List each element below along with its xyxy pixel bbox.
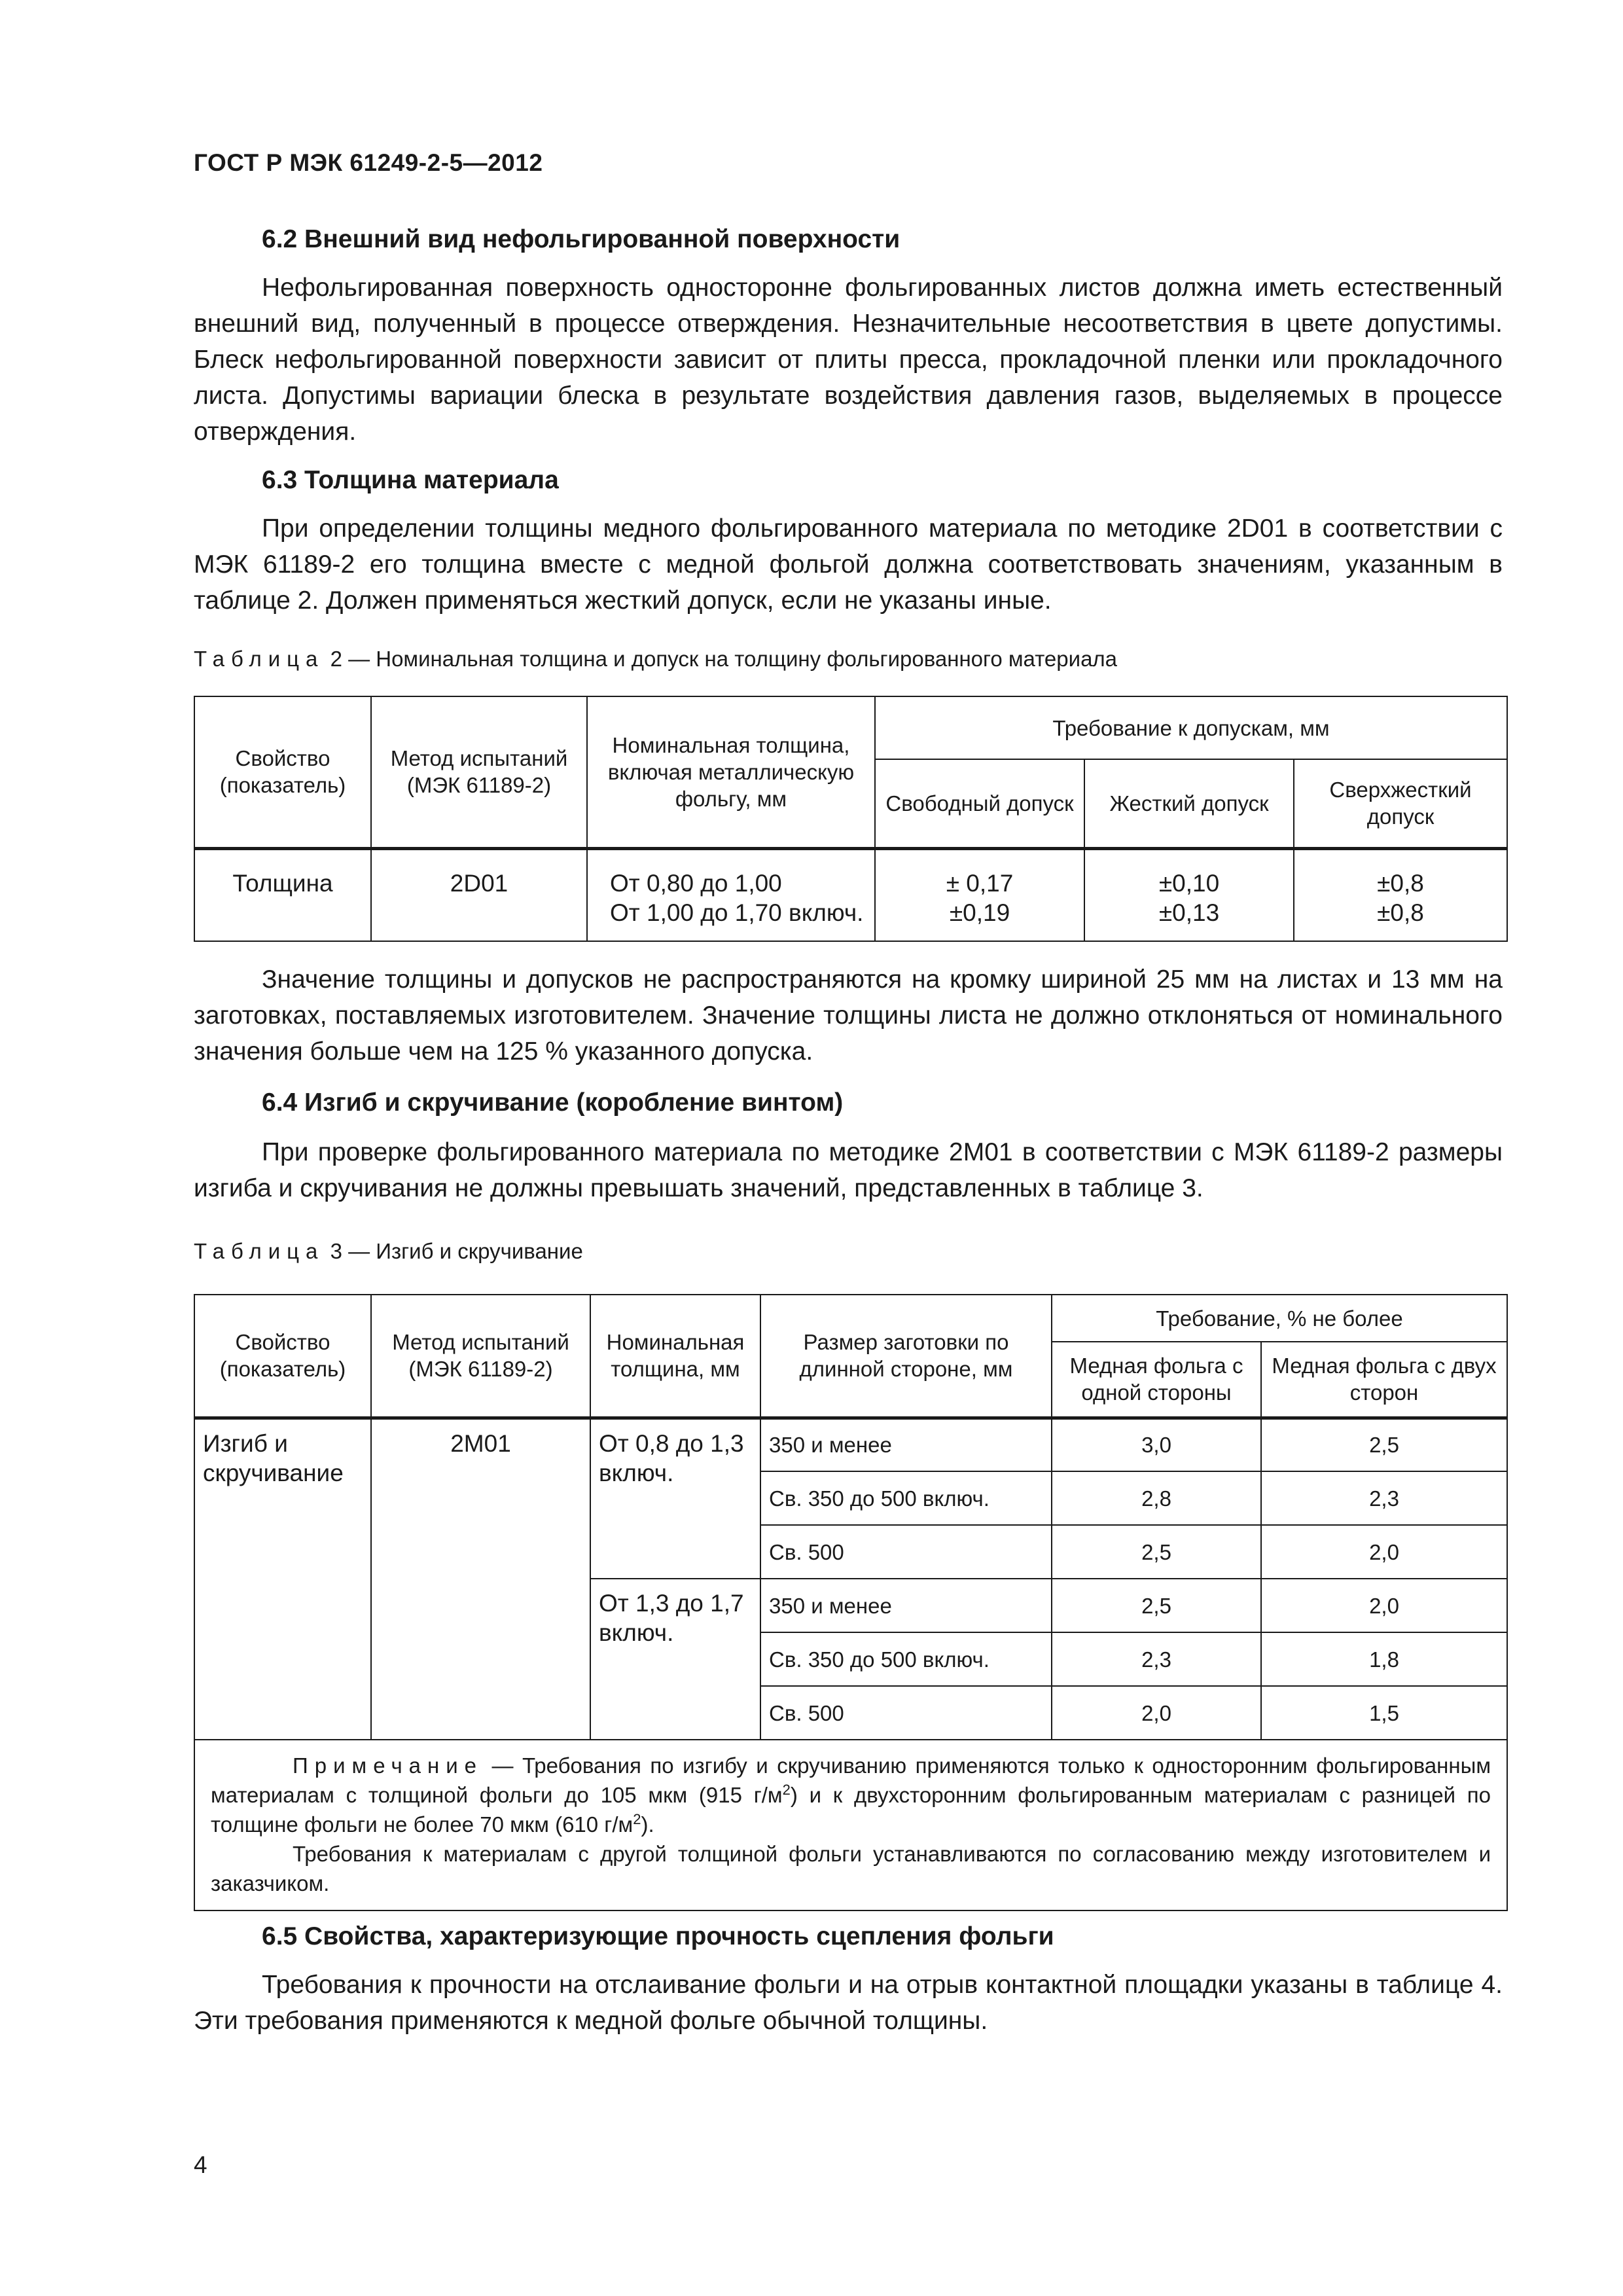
t3-cell-nominal-1: От 0,8 до 1,3 включ. (590, 1418, 760, 1579)
t3-cell-one-side: 3,0 (1052, 1418, 1261, 1471)
t2-cell-property: Толщина (194, 848, 371, 941)
t3-cell-size: Св. 350 до 500 включ. (760, 1632, 1052, 1686)
t3-header-nominal: Номинальная толщина, мм (590, 1295, 760, 1418)
table-2 (194, 696, 1508, 942)
t3-cell-two-sides: 2,0 (1261, 1579, 1507, 1632)
t3-cell-method: 2M01 (371, 1418, 590, 1740)
section-6-5-heading: 6.5 Свойства, характеризующие прочность сцепления фольги (262, 1922, 1054, 1950)
t2-header-property: Свойство (показатель) (194, 696, 371, 848)
page-number: 4 (194, 2151, 207, 2178)
t3-cell-two-sides: 1,5 (1261, 1686, 1507, 1740)
t3-cell-two-sides: 2,5 (1261, 1418, 1507, 1471)
section-6-3-after-table: Значение толщины и допусков не распространяются на кромку шириной 25 мм на листах и 13 мм на заготовках, поставляемых изготовителем. Значение толщины листа не должно отклоняться от номинального значения больше чем на 125 % указанного допуска. (194, 965, 1503, 1066)
t2-header-tolerance-group: Требование к допускам, мм (875, 696, 1507, 759)
section-6-4-heading: 6.4 Изгиб и скручивание (коробление винтом) (262, 1088, 844, 1117)
t2-cell-nominal: От 0,80 до 1,00 От 1,00 до 1,70 включ. (587, 848, 875, 941)
t2-cell-method: 2D01 (371, 848, 587, 941)
t3-cell-one-side: 2,8 (1052, 1471, 1261, 1525)
t2-header-nominal: Номинальная толщина, включая металлическую фольгу, мм (587, 696, 875, 848)
section-6-4-text: При проверке фольгированного материала по методике 2M01 в соответствии с МЭК 61189-2 размеры изгиба и скручивания не должны превышать значений, представленных в таблице 3. (194, 1138, 1503, 1202)
t3-cell-size: 350 и менее (760, 1418, 1052, 1471)
t3-header-two-sides: Медная фольга с двух сторон (1261, 1342, 1507, 1418)
t2-cell-superhard: ±0,8 ±0,8 (1294, 848, 1507, 941)
t2-header-superhard: Сверхжесткий допуск (1294, 759, 1507, 848)
t2-header-free: Свободный допуск (875, 759, 1084, 848)
t3-cell-one-side: 2,3 (1052, 1632, 1261, 1686)
t3-cell-nominal-2: От 1,3 до 1,7 включ. (590, 1579, 760, 1740)
t3-cell-two-sides: 2,0 (1261, 1525, 1507, 1579)
document-header: ГОСТ Р МЭК 61249-2-5—2012 (194, 149, 543, 176)
t3-cell-one-side: 2,0 (1052, 1686, 1261, 1740)
section-6-3-heading: 6.3 Толщина материала (262, 466, 559, 494)
t3-header-property: Свойство (показатель) (194, 1295, 371, 1418)
t3-cell-two-sides: 2,3 (1261, 1471, 1507, 1525)
t2-cell-free: ± 0,17 ±0,19 (875, 848, 1084, 941)
t3-header-method: Метод испытаний (МЭК 61189-2) (371, 1295, 590, 1418)
section-6-2-text: Нефольгированная поверхность односторонне фольгированных листов должна иметь естественный внешний вид, полученный в процессе отверждения. Незначительные несоответствия в цвете допустимы. Блеск нефольгированной поверхности зависит от плиты пресса, прокладочной пленки или прокладочного листа. Допустимы вариации блеска в результате воздействия давления газов, выделяемых в процессе отверждения. (194, 274, 1503, 446)
table-3 (194, 1294, 1508, 1911)
t3-cell-one-side: 2,5 (1052, 1579, 1261, 1632)
t3-note: Примечание — Требования по изгибу и скручиванию применяются только к односторонним фольгированным материалам с толщиной фольги до 105 мкм (915 $г/м^2$) и к двухсторонним фольгированным материалам с разницей по толщине фольги не более 70 мкм (610 $г/м^2$). Требования к материалам с другой толщиной фольги устанавливаются по согласованию между изготовителем и заказчиком. (194, 1740, 1507, 1910)
table-3-caption: Таблица 3 — Изгиб и скручивание (194, 1239, 583, 1263)
t3-cell-size: Св. 350 до 500 включ. (760, 1471, 1052, 1525)
t3-header-size: Размер заготовки по длинной стороне, мм (760, 1295, 1052, 1418)
t3-cell-two-sides: 1,8 (1261, 1632, 1507, 1686)
section-6-3-text: При определении толщины медного фольгированного материала по методике 2D01 в соответствии с МЭК 61189-2 его толщина вместе с медной фольгой должна соответствовать значениям, указанным в таблице 2. Должен применяться жесткий допуск, если не указаны иные. (194, 514, 1503, 615)
t2-cell-hard: ±0,10 ±0,13 (1084, 848, 1294, 941)
section-6-2-heading: 6.2 Внешний вид нефольгированной поверхности (262, 225, 901, 253)
t3-header-one-side: Медная фольга с одной стороны (1052, 1342, 1261, 1418)
t2-header-hard: Жесткий допуск (1084, 759, 1294, 848)
table-2-caption: Таблица 2 — Номинальная толщина и допуск на толщину фольгированного материала (194, 647, 1118, 671)
t3-cell-property: Изгиб и скручивание (194, 1418, 371, 1740)
t3-cell-one-side: 2,5 (1052, 1525, 1261, 1579)
t2-header-method: Метод испытаний (МЭК 61189-2) (371, 696, 587, 848)
t3-header-requirement-group: Требование, % не более (1052, 1295, 1507, 1342)
t3-cell-size: Св. 500 (760, 1525, 1052, 1579)
t3-cell-size: Св. 500 (760, 1686, 1052, 1740)
t3-cell-size: 350 и менее (760, 1579, 1052, 1632)
section-6-5-text: Требования к прочности на отслаивание фольги и на отрыв контактной площадки указаны в таблице 4. Эти требования применяются к медной фольге обычной толщины. (194, 1971, 1503, 2035)
